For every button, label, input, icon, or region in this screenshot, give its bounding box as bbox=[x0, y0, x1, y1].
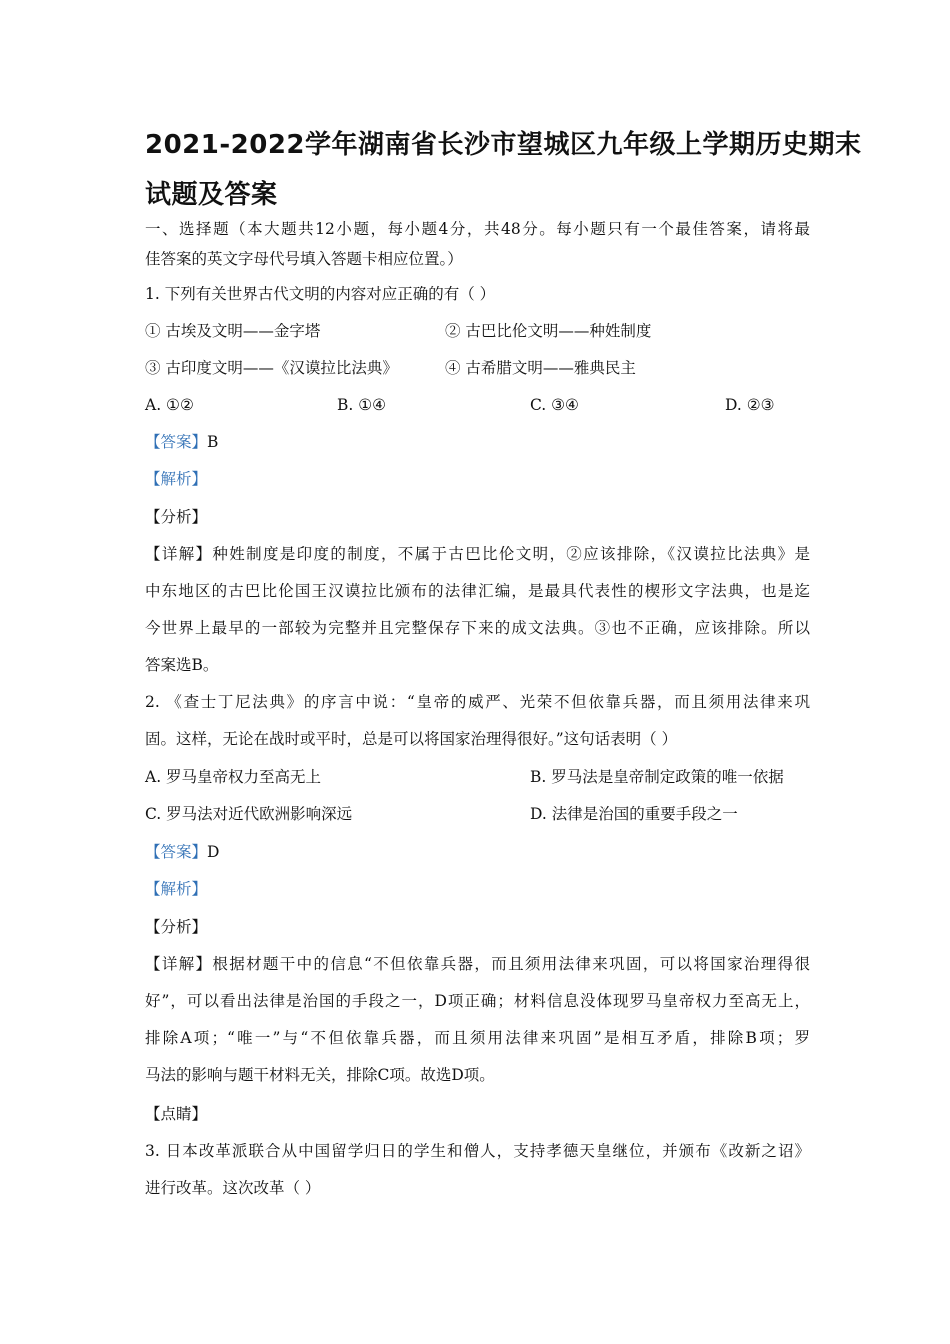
section-heading-line-1: 一、选择题（本大题共12小题，每小题4分，共48分。每小题只有一个最佳答案，请将最 bbox=[145, 220, 810, 238]
q1-detail-text-1: 种姓制度是印度的制度，不属于古巴比伦文明，②应该排除，《汉谟拉比法典》是 bbox=[212, 545, 810, 563]
document-title-line-1: 2021-2022学年湖南省长沙市望城区九年级上学期历史期末 bbox=[145, 130, 862, 160]
q2-detail-line-2: 好”，可以看出法律是治国的手段之一，D项正确；材料信息没体现罗马皇帝权力至高无上， bbox=[145, 992, 810, 1010]
q1-answer bbox=[145, 431, 810, 453]
q1-detail-tag: 【详解】 bbox=[145, 545, 213, 563]
q1-detail-line-1 bbox=[145, 543, 810, 565]
document-title-line-2: 试题及答案 bbox=[145, 180, 278, 210]
q2-option-c: C. 罗马法对近代欧洲影响深远 bbox=[145, 805, 353, 823]
q2-stem-line-2: 固。这样，无论在战时或平时，总是可以将国家治理得很好。”这句话表明（ ） bbox=[145, 730, 678, 748]
q2-answer-tag: 【答案】 bbox=[145, 843, 208, 861]
q1-answer-tag: 【答案】 bbox=[145, 433, 208, 451]
q2-detail-tag: 【详解】 bbox=[145, 955, 213, 973]
q1-detail-line-2: 中东地区的古巴比伦国王汉谟拉比颁布的法律汇编，是最具代表性的楔形文字法典，也是迄 bbox=[145, 582, 810, 600]
q1-item-4: ④ 古希腊文明——雅典民主 bbox=[445, 359, 636, 377]
q2-answer bbox=[145, 841, 810, 863]
q1-answer-value: B bbox=[207, 433, 219, 451]
q1-option-b: B. ①④ bbox=[337, 396, 387, 414]
q1-item-3: ③ 古印度文明——《汉谟拉比法典》 bbox=[145, 359, 398, 377]
q1-option-d: D. ②③ bbox=[725, 396, 775, 414]
q1-detail-line-4: 答案选B。 bbox=[145, 656, 219, 674]
q2-detail-line-3: 排除A项；“唯一”与“不但依靠兵器，而且须用法律来巩固”是相互矛盾，排除B项；罗 bbox=[145, 1029, 810, 1047]
q2-detail-line-1 bbox=[145, 953, 810, 975]
q2-option-b: B. 罗马法是皇帝制定政策的唯一依据 bbox=[530, 768, 784, 786]
q1-option-a: A. ①② bbox=[145, 396, 194, 414]
q2-answer-value: D bbox=[207, 843, 220, 861]
q1-stem: 1. 下列有关世界古代文明的内容对应正确的有（ ） bbox=[145, 285, 496, 303]
section-heading-line-2: 佳答案的英文字母代号填入答题卡相应位置。） bbox=[145, 250, 463, 268]
q2-stem-line-1: 2. 《查士丁尼法典》的序言中说：“皇帝的威严、光荣不但依靠兵器，而且须用法律来巩 bbox=[145, 693, 810, 711]
q2-detail-line-4: 马法的影响与题干材料无关，排除C项。故选D项。 bbox=[145, 1066, 495, 1084]
q2-option-a: A. 罗马皇帝权力至高无上 bbox=[145, 768, 322, 786]
q3-stem-line-1: 3. 日本改革派联合从中国留学归日的学生和僧人，支持孝德天皇继位，并颁布《改新之诏》 bbox=[145, 1142, 810, 1160]
q2-option-d: D. 法律是治国的重要手段之一 bbox=[530, 805, 738, 823]
q1-detail-line-3: 今世界上最早的一部较为完整并且完整保存下来的成文法典。③也不正确，应该排除。所以 bbox=[145, 619, 810, 637]
q2-fenxi-tag: 【分析】 bbox=[145, 918, 208, 936]
q3-stem-line-2: 进行改革。这次改革（ ） bbox=[145, 1179, 321, 1197]
q2-analysis-tag: 【解析】 bbox=[145, 880, 208, 898]
q2-dianjing-tag: 【点睛】 bbox=[145, 1105, 208, 1123]
q2-detail-text-1: 根据材题干中的信息“不但依靠兵器，而且须用法律来巩固，可以将国家治理得很 bbox=[212, 955, 810, 973]
q1-item-1: ① 古埃及文明——金字塔 bbox=[145, 322, 321, 340]
q1-item-2: ② 古巴比伦文明——种姓制度 bbox=[445, 322, 652, 340]
q1-option-c: C. ③④ bbox=[530, 396, 579, 414]
q1-analysis-tag: 【解析】 bbox=[145, 470, 208, 488]
q1-fenxi-tag: 【分析】 bbox=[145, 508, 208, 526]
